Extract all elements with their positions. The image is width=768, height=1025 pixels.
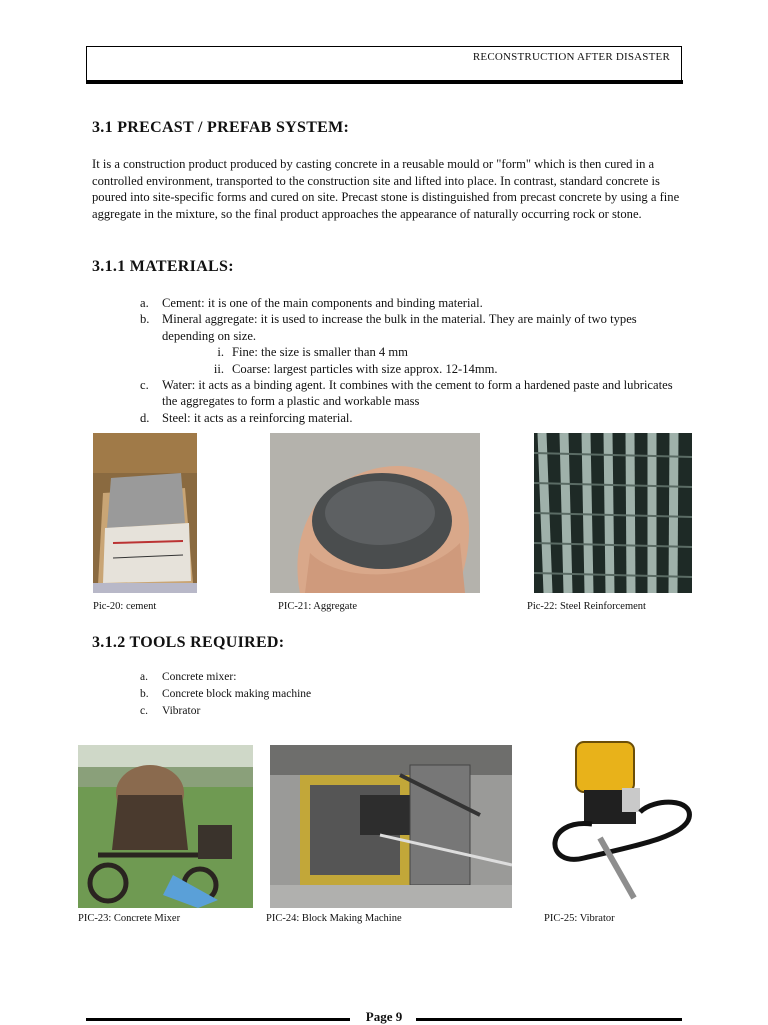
list-item [140, 311, 680, 344]
list-item [140, 377, 680, 410]
sublist-item-text: Coarse: largest particles with size approx. 12-14mm. [232, 361, 498, 376]
list-marker: c. [140, 705, 148, 717]
materials-list [140, 295, 680, 426]
page-number: Page 9 [365, 1009, 403, 1024]
sublist-marker: i. [217, 345, 224, 360]
sublist-item-text: Fine: the size is smaller than 4 mm [232, 345, 408, 360]
list-marker: b. [140, 312, 150, 327]
list-item-text: Concrete block making machine [162, 688, 312, 700]
list-marker: b. [140, 688, 149, 700]
caption-block-machine: PIC-24: Block Making Machine [266, 913, 402, 924]
concrete-mixer-photo [78, 745, 253, 908]
caption-vibrator: PIC-25: Vibrator [544, 913, 615, 924]
vibrator-photo [544, 738, 694, 904]
list-item-text: Cement: it is one of the main components and binding material. [162, 296, 483, 310]
section-heading: 3.1 PRECAST / PREFAB SYSTEM: [92, 119, 350, 136]
header-rule [86, 80, 683, 84]
list-marker: a. [140, 671, 148, 683]
materials-heading: 3.1.1 MATERIALS: [92, 258, 234, 275]
running-header: RECONSTRUCTION AFTER DISASTER [472, 51, 670, 63]
list-item-text: Water: it acts as a binding agent. It combines with the cement to form a hardened paste and lubricates the aggregates to form a plastic and workable mass [162, 378, 673, 409]
steel-rebar-photo [534, 433, 692, 593]
list-marker: d. [140, 410, 150, 425]
list-item-text: Steel: it acts as a reinforcing material. [162, 410, 353, 425]
sublist-item [140, 361, 680, 377]
list-item-text: Vibrator [162, 705, 201, 717]
aggregate-sublist [140, 344, 680, 377]
list-item [140, 410, 680, 426]
block-making-machine-photo [270, 745, 512, 908]
list-item-text: Concrete mixer: [162, 671, 237, 683]
list-item-text: Mineral aggregate: it is used to increase the bulk in the material. They are mainly of two types depending on size. [162, 312, 637, 343]
caption-concrete-mixer: PIC-23: Concrete Mixer [78, 913, 181, 924]
list-item [140, 669, 680, 686]
cement-photo [93, 433, 197, 593]
caption-cement: Pic-20: cement [93, 601, 157, 612]
caption-aggregate: PIC-21: Aggregate [278, 601, 358, 612]
tools-list [140, 669, 680, 720]
sublist-marker: ii. [213, 361, 224, 376]
list-item [140, 295, 680, 311]
sublist-container [140, 344, 680, 377]
caption-steel: Pic-22: Steel Reinforcement [527, 601, 646, 612]
section-paragraph: It is a construction product produced by casting concrete in a reusable mould or "form" which is then cured in a controlled environment, transported to the construction site and lifted into place. In contrast, standard concrete is poured into site-specific forms and cured on site. Precast stone is distinguished from precast concrete by using a fine aggregate in the mixture, so the final product approaches the appearance of naturally occurring rock or stone. [92, 157, 680, 221]
aggregate-photo [270, 433, 480, 593]
tools-heading: 3.1.2 TOOLS REQUIRED: [92, 634, 285, 651]
list-marker: c. [140, 378, 149, 393]
list-marker: a. [140, 296, 149, 310]
sublist-item [140, 344, 680, 360]
list-item [140, 686, 680, 703]
list-item [140, 703, 680, 720]
